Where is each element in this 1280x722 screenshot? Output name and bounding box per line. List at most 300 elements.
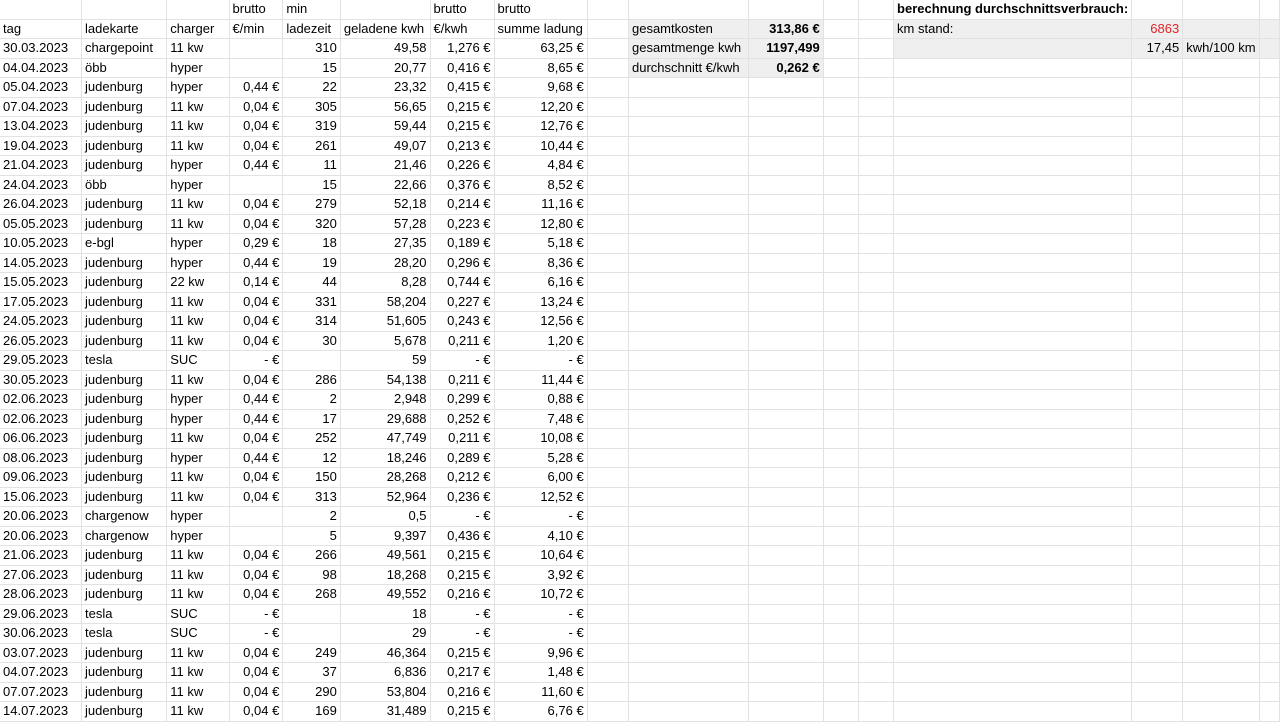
- data-cell[interactable]: 51,605: [340, 312, 430, 332]
- cell[interactable]: [1183, 273, 1259, 293]
- data-cell[interactable]: chargenow: [82, 507, 167, 527]
- cell[interactable]: [1183, 702, 1259, 722]
- cell[interactable]: [823, 78, 858, 98]
- data-cell[interactable]: judenburg: [82, 136, 167, 156]
- cell[interactable]: [748, 370, 823, 390]
- data-cell[interactable]: 261: [283, 136, 341, 156]
- cell[interactable]: [1132, 214, 1183, 234]
- cell[interactable]: [858, 643, 893, 663]
- cell[interactable]: [1183, 682, 1259, 702]
- data-cell[interactable]: 0,04 €: [229, 370, 283, 390]
- summary-value[interactable]: 313,86 €: [748, 19, 823, 39]
- cell[interactable]: [1259, 370, 1279, 390]
- data-cell[interactable]: 22: [283, 78, 341, 98]
- column-header[interactable]: ladekarte: [82, 19, 167, 39]
- cell[interactable]: [894, 117, 1132, 137]
- cell[interactable]: [1183, 312, 1259, 332]
- cell[interactable]: [628, 546, 748, 566]
- cell[interactable]: [823, 370, 858, 390]
- data-cell[interactable]: 320: [283, 214, 341, 234]
- data-cell[interactable]: 57,28: [340, 214, 430, 234]
- cell[interactable]: [1132, 604, 1183, 624]
- cell[interactable]: [1132, 331, 1183, 351]
- cell[interactable]: [894, 273, 1132, 293]
- data-cell[interactable]: - €: [430, 351, 494, 371]
- cell[interactable]: [1259, 156, 1279, 176]
- cell[interactable]: [587, 136, 628, 156]
- cell[interactable]: [894, 97, 1132, 117]
- km-label[interactable]: km stand:: [894, 19, 1132, 39]
- cell[interactable]: [1183, 253, 1259, 273]
- data-cell[interactable]: 9,68 €: [494, 78, 587, 98]
- cell[interactable]: [587, 487, 628, 507]
- data-cell[interactable]: 23,32: [340, 78, 430, 98]
- cell[interactable]: [628, 565, 748, 585]
- cell[interactable]: [748, 546, 823, 566]
- cell[interactable]: [748, 195, 823, 215]
- cell[interactable]: [748, 624, 823, 644]
- cell[interactable]: [858, 175, 893, 195]
- data-cell[interactable]: 17: [283, 409, 341, 429]
- cell[interactable]: [1132, 487, 1183, 507]
- data-cell[interactable]: judenburg: [82, 682, 167, 702]
- data-cell[interactable]: 0,215 €: [430, 117, 494, 137]
- cell[interactable]: [1259, 682, 1279, 702]
- cell[interactable]: [823, 487, 858, 507]
- data-cell[interactable]: 11 kw: [167, 292, 229, 312]
- data-cell[interactable]: judenburg: [82, 78, 167, 98]
- cell[interactable]: [628, 136, 748, 156]
- data-cell[interactable]: 20.06.2023: [0, 526, 82, 546]
- cell[interactable]: [894, 682, 1132, 702]
- cell[interactable]: [748, 663, 823, 683]
- data-cell[interactable]: 266: [283, 546, 341, 566]
- data-cell[interactable]: hyper: [167, 175, 229, 195]
- cell[interactable]: [858, 136, 893, 156]
- cell[interactable]: [858, 546, 893, 566]
- column-header[interactable]: €/min: [229, 19, 283, 39]
- cell[interactable]: [1259, 292, 1279, 312]
- cell[interactable]: [748, 390, 823, 410]
- data-cell[interactable]: 5,28 €: [494, 448, 587, 468]
- data-cell[interactable]: 19: [283, 253, 341, 273]
- cell[interactable]: [858, 604, 893, 624]
- data-cell[interactable]: 59,44: [340, 117, 430, 137]
- cell[interactable]: [748, 0, 823, 19]
- data-cell[interactable]: 21.04.2023: [0, 156, 82, 176]
- data-cell[interactable]: 0,299 €: [430, 390, 494, 410]
- data-cell[interactable]: - €: [494, 351, 587, 371]
- data-cell[interactable]: 0,243 €: [430, 312, 494, 332]
- cell[interactable]: [858, 292, 893, 312]
- data-cell[interactable]: 28,20: [340, 253, 430, 273]
- cell[interactable]: [587, 234, 628, 254]
- cell[interactable]: [823, 624, 858, 644]
- cell[interactable]: [823, 468, 858, 488]
- data-cell[interactable]: 11 kw: [167, 214, 229, 234]
- cell[interactable]: [858, 429, 893, 449]
- data-cell[interactable]: 05.04.2023: [0, 78, 82, 98]
- data-cell[interactable]: 18,246: [340, 448, 430, 468]
- cell[interactable]: [894, 292, 1132, 312]
- cell[interactable]: [748, 565, 823, 585]
- cell[interactable]: [587, 604, 628, 624]
- cell[interactable]: [1132, 585, 1183, 605]
- data-cell[interactable]: 15.05.2023: [0, 273, 82, 293]
- cell[interactable]: [1132, 312, 1183, 332]
- cell[interactable]: [1259, 487, 1279, 507]
- cell[interactable]: [628, 663, 748, 683]
- data-cell[interactable]: 29.05.2023: [0, 351, 82, 371]
- cell[interactable]: [1259, 273, 1279, 293]
- data-cell[interactable]: 0,211 €: [430, 331, 494, 351]
- cell[interactable]: [1259, 214, 1279, 234]
- data-cell[interactable]: 11 kw: [167, 468, 229, 488]
- data-cell[interactable]: 0,227 €: [430, 292, 494, 312]
- data-cell[interactable]: 0,212 €: [430, 468, 494, 488]
- cell[interactable]: [1132, 702, 1183, 722]
- data-cell[interactable]: 11 kw: [167, 487, 229, 507]
- column-header[interactable]: tag: [0, 19, 82, 39]
- cell[interactable]: [587, 409, 628, 429]
- cell[interactable]: [858, 214, 893, 234]
- cell[interactable]: [1132, 136, 1183, 156]
- cell[interactable]: [823, 682, 858, 702]
- data-cell[interactable]: 04.04.2023: [0, 58, 82, 78]
- data-cell[interactable]: 286: [283, 370, 341, 390]
- cell[interactable]: [587, 624, 628, 644]
- summary-value[interactable]: 1197,499: [748, 39, 823, 59]
- cell[interactable]: [748, 292, 823, 312]
- data-cell[interactable]: 11 kw: [167, 585, 229, 605]
- data-cell[interactable]: 279: [283, 195, 341, 215]
- data-cell[interactable]: [283, 351, 341, 371]
- data-cell[interactable]: 11 kw: [167, 136, 229, 156]
- cell[interactable]: [823, 429, 858, 449]
- data-cell[interactable]: 28.06.2023: [0, 585, 82, 605]
- cell[interactable]: [1259, 663, 1279, 683]
- cell[interactable]: [858, 253, 893, 273]
- cell[interactable]: [823, 39, 858, 59]
- column-header[interactable]: [82, 0, 167, 19]
- cell[interactable]: [748, 429, 823, 449]
- data-cell[interactable]: 29: [340, 624, 430, 644]
- cell[interactable]: [823, 234, 858, 254]
- data-cell[interactable]: 0,04 €: [229, 702, 283, 722]
- cell[interactable]: [748, 97, 823, 117]
- data-cell[interactable]: 17.05.2023: [0, 292, 82, 312]
- cell[interactable]: [894, 526, 1132, 546]
- data-cell[interactable]: 10,44 €: [494, 136, 587, 156]
- data-cell[interactable]: 310: [283, 39, 341, 59]
- cell[interactable]: [1259, 117, 1279, 137]
- cell[interactable]: [748, 175, 823, 195]
- cell[interactable]: [823, 175, 858, 195]
- cell[interactable]: [587, 546, 628, 566]
- cell[interactable]: [823, 136, 858, 156]
- data-cell[interactable]: 1,276 €: [430, 39, 494, 59]
- data-cell[interactable]: 11 kw: [167, 702, 229, 722]
- data-cell[interactable]: 12,80 €: [494, 214, 587, 234]
- data-cell[interactable]: [283, 604, 341, 624]
- cell[interactable]: [748, 331, 823, 351]
- data-cell[interactable]: 15: [283, 58, 341, 78]
- data-cell[interactable]: 0,04 €: [229, 585, 283, 605]
- data-cell[interactable]: 11 kw: [167, 117, 229, 137]
- column-header[interactable]: min: [283, 0, 341, 19]
- cell[interactable]: [628, 351, 748, 371]
- cell[interactable]: [1183, 19, 1259, 39]
- cell[interactable]: [858, 507, 893, 527]
- data-cell[interactable]: - €: [229, 604, 283, 624]
- summary-label[interactable]: durchschnitt €/kwh: [628, 58, 748, 78]
- data-cell[interactable]: tesla: [82, 351, 167, 371]
- cell[interactable]: [748, 253, 823, 273]
- cell[interactable]: [587, 78, 628, 98]
- cell[interactable]: [1132, 97, 1183, 117]
- cell[interactable]: [1132, 468, 1183, 488]
- cell[interactable]: [628, 253, 748, 273]
- cell[interactable]: [858, 409, 893, 429]
- cell[interactable]: [858, 195, 893, 215]
- data-cell[interactable]: 290: [283, 682, 341, 702]
- cell[interactable]: [894, 663, 1132, 683]
- data-cell[interactable]: hyper: [167, 448, 229, 468]
- cell[interactable]: [628, 429, 748, 449]
- data-cell[interactable]: 20.06.2023: [0, 507, 82, 527]
- cell[interactable]: [1132, 351, 1183, 371]
- cell[interactable]: [1132, 507, 1183, 527]
- summary-value[interactable]: 0,262 €: [748, 58, 823, 78]
- cell[interactable]: [858, 39, 893, 59]
- data-cell[interactable]: 06.06.2023: [0, 429, 82, 449]
- data-cell[interactable]: judenburg: [82, 156, 167, 176]
- cell[interactable]: [1183, 390, 1259, 410]
- cell[interactable]: [823, 0, 858, 19]
- data-cell[interactable]: 0,04 €: [229, 546, 283, 566]
- cell[interactable]: [1183, 507, 1259, 527]
- cell[interactable]: [1132, 370, 1183, 390]
- data-cell[interactable]: tesla: [82, 624, 167, 644]
- data-cell[interactable]: 54,138: [340, 370, 430, 390]
- cell[interactable]: [628, 390, 748, 410]
- cell[interactable]: [1259, 331, 1279, 351]
- data-cell[interactable]: 0,44 €: [229, 253, 283, 273]
- cell[interactable]: [1259, 526, 1279, 546]
- data-cell[interactable]: 44: [283, 273, 341, 293]
- cell[interactable]: [858, 117, 893, 137]
- data-cell[interactable]: 07.07.2023: [0, 682, 82, 702]
- data-cell[interactable]: 19.04.2023: [0, 136, 82, 156]
- column-header[interactable]: geladene kwh: [340, 19, 430, 39]
- data-cell[interactable]: hyper: [167, 409, 229, 429]
- data-cell[interactable]: 11 kw: [167, 331, 229, 351]
- cell[interactable]: [823, 156, 858, 176]
- data-cell[interactable]: 11 kw: [167, 565, 229, 585]
- summary-label[interactable]: gesamtkosten: [628, 19, 748, 39]
- data-cell[interactable]: judenburg: [82, 409, 167, 429]
- cell[interactable]: [1183, 663, 1259, 683]
- column-header[interactable]: €/kwh: [430, 19, 494, 39]
- cell[interactable]: [858, 351, 893, 371]
- data-cell[interactable]: 150: [283, 468, 341, 488]
- cell[interactable]: [1132, 156, 1183, 176]
- cell[interactable]: [823, 604, 858, 624]
- data-cell[interactable]: hyper: [167, 253, 229, 273]
- cell[interactable]: [1132, 409, 1183, 429]
- cell[interactable]: [823, 195, 858, 215]
- cell[interactable]: [894, 546, 1132, 566]
- cell[interactable]: [1259, 195, 1279, 215]
- column-header[interactable]: brutto: [229, 0, 283, 19]
- data-cell[interactable]: 0,215 €: [430, 643, 494, 663]
- data-cell[interactable]: judenburg: [82, 429, 167, 449]
- cell[interactable]: [1259, 604, 1279, 624]
- data-cell[interactable]: 4,84 €: [494, 156, 587, 176]
- cell[interactable]: [628, 156, 748, 176]
- data-cell[interactable]: 20,77: [340, 58, 430, 78]
- data-cell[interactable]: 0,215 €: [430, 546, 494, 566]
- cell[interactable]: [858, 448, 893, 468]
- cell[interactable]: [1183, 234, 1259, 254]
- data-cell[interactable]: 9,397: [340, 526, 430, 546]
- cell[interactable]: [1259, 58, 1279, 78]
- data-cell[interactable]: 07.04.2023: [0, 97, 82, 117]
- cell[interactable]: [1183, 117, 1259, 137]
- data-cell[interactable]: 314: [283, 312, 341, 332]
- data-cell[interactable]: 12: [283, 448, 341, 468]
- cell[interactable]: [587, 351, 628, 371]
- cell[interactable]: [894, 487, 1132, 507]
- cell[interactable]: [1259, 409, 1279, 429]
- cell[interactable]: [858, 273, 893, 293]
- data-cell[interactable]: - €: [430, 604, 494, 624]
- data-cell[interactable]: 10,64 €: [494, 546, 587, 566]
- cell[interactable]: [1183, 546, 1259, 566]
- cell[interactable]: [823, 97, 858, 117]
- data-cell[interactable]: - €: [430, 624, 494, 644]
- cell[interactable]: [628, 624, 748, 644]
- column-header[interactable]: ladezeit: [283, 19, 341, 39]
- data-cell[interactable]: [229, 507, 283, 527]
- data-cell[interactable]: judenburg: [82, 390, 167, 410]
- data-cell[interactable]: 2,948: [340, 390, 430, 410]
- cell[interactable]: [587, 58, 628, 78]
- cell[interactable]: [823, 117, 858, 137]
- cell[interactable]: [858, 663, 893, 683]
- data-cell[interactable]: 52,18: [340, 195, 430, 215]
- data-cell[interactable]: hyper: [167, 58, 229, 78]
- cell[interactable]: [1259, 702, 1279, 722]
- data-cell[interactable]: 46,364: [340, 643, 430, 663]
- consumption-value[interactable]: 17,45: [1132, 39, 1183, 59]
- data-cell[interactable]: 0,223 €: [430, 214, 494, 234]
- data-cell[interactable]: 59: [340, 351, 430, 371]
- cell[interactable]: [748, 78, 823, 98]
- cell[interactable]: [1183, 214, 1259, 234]
- cell[interactable]: [1259, 643, 1279, 663]
- cell[interactable]: [748, 468, 823, 488]
- data-cell[interactable]: judenburg: [82, 702, 167, 722]
- data-cell[interactable]: 1,20 €: [494, 331, 587, 351]
- cell[interactable]: [1259, 351, 1279, 371]
- data-cell[interactable]: 49,07: [340, 136, 430, 156]
- cell[interactable]: [628, 117, 748, 137]
- data-cell[interactable]: 0,04 €: [229, 565, 283, 585]
- data-cell[interactable]: 13.04.2023: [0, 117, 82, 137]
- cell[interactable]: [823, 448, 858, 468]
- data-cell[interactable]: 313: [283, 487, 341, 507]
- cell[interactable]: [1132, 546, 1183, 566]
- data-cell[interactable]: 0,216 €: [430, 585, 494, 605]
- data-cell[interactable]: 0,04 €: [229, 136, 283, 156]
- data-cell[interactable]: 04.07.2023: [0, 663, 82, 683]
- cell[interactable]: [748, 682, 823, 702]
- cell[interactable]: [1132, 565, 1183, 585]
- cell[interactable]: [823, 351, 858, 371]
- data-cell[interactable]: 7,48 €: [494, 409, 587, 429]
- cell[interactable]: [1132, 292, 1183, 312]
- data-cell[interactable]: 05.05.2023: [0, 214, 82, 234]
- data-cell[interactable]: 11 kw: [167, 97, 229, 117]
- cell[interactable]: [1259, 546, 1279, 566]
- data-cell[interactable]: 22 kw: [167, 273, 229, 293]
- data-cell[interactable]: 24.05.2023: [0, 312, 82, 332]
- cell[interactable]: [894, 331, 1132, 351]
- data-cell[interactable]: 15.06.2023: [0, 487, 82, 507]
- cell[interactable]: [858, 97, 893, 117]
- cell[interactable]: [1183, 643, 1259, 663]
- data-cell[interactable]: 0,415 €: [430, 78, 494, 98]
- cell[interactable]: [894, 234, 1132, 254]
- cell[interactable]: [1132, 195, 1183, 215]
- cell[interactable]: [587, 370, 628, 390]
- data-cell[interactable]: judenburg: [82, 487, 167, 507]
- data-cell[interactable]: 0,216 €: [430, 682, 494, 702]
- data-cell[interactable]: judenburg: [82, 448, 167, 468]
- cell[interactable]: [894, 565, 1132, 585]
- cell[interactable]: [823, 585, 858, 605]
- data-cell[interactable]: 26.04.2023: [0, 195, 82, 215]
- data-cell[interactable]: 11 kw: [167, 682, 229, 702]
- data-cell[interactable]: 0,04 €: [229, 429, 283, 449]
- data-cell[interactable]: 0,211 €: [430, 429, 494, 449]
- data-cell[interactable]: 11 kw: [167, 195, 229, 215]
- data-cell[interactable]: - €: [229, 351, 283, 371]
- cell[interactable]: [587, 565, 628, 585]
- cell[interactable]: [748, 156, 823, 176]
- cell[interactable]: [587, 390, 628, 410]
- data-cell[interactable]: 0,214 €: [430, 195, 494, 215]
- data-cell[interactable]: 0,04 €: [229, 468, 283, 488]
- cell[interactable]: [1183, 429, 1259, 449]
- cell[interactable]: [628, 214, 748, 234]
- cell[interactable]: [1183, 58, 1259, 78]
- data-cell[interactable]: 6,16 €: [494, 273, 587, 293]
- data-cell[interactable]: 9,96 €: [494, 643, 587, 663]
- cell[interactable]: [587, 253, 628, 273]
- cell[interactable]: [587, 448, 628, 468]
- data-cell[interactable]: 8,36 €: [494, 253, 587, 273]
- data-cell[interactable]: 0,44 €: [229, 390, 283, 410]
- cell[interactable]: [894, 409, 1132, 429]
- cell[interactable]: [1259, 0, 1279, 19]
- data-cell[interactable]: judenburg: [82, 312, 167, 332]
- data-cell[interactable]: 18: [283, 234, 341, 254]
- cell[interactable]: [587, 97, 628, 117]
- data-cell[interactable]: 12,52 €: [494, 487, 587, 507]
- data-cell[interactable]: 0,416 €: [430, 58, 494, 78]
